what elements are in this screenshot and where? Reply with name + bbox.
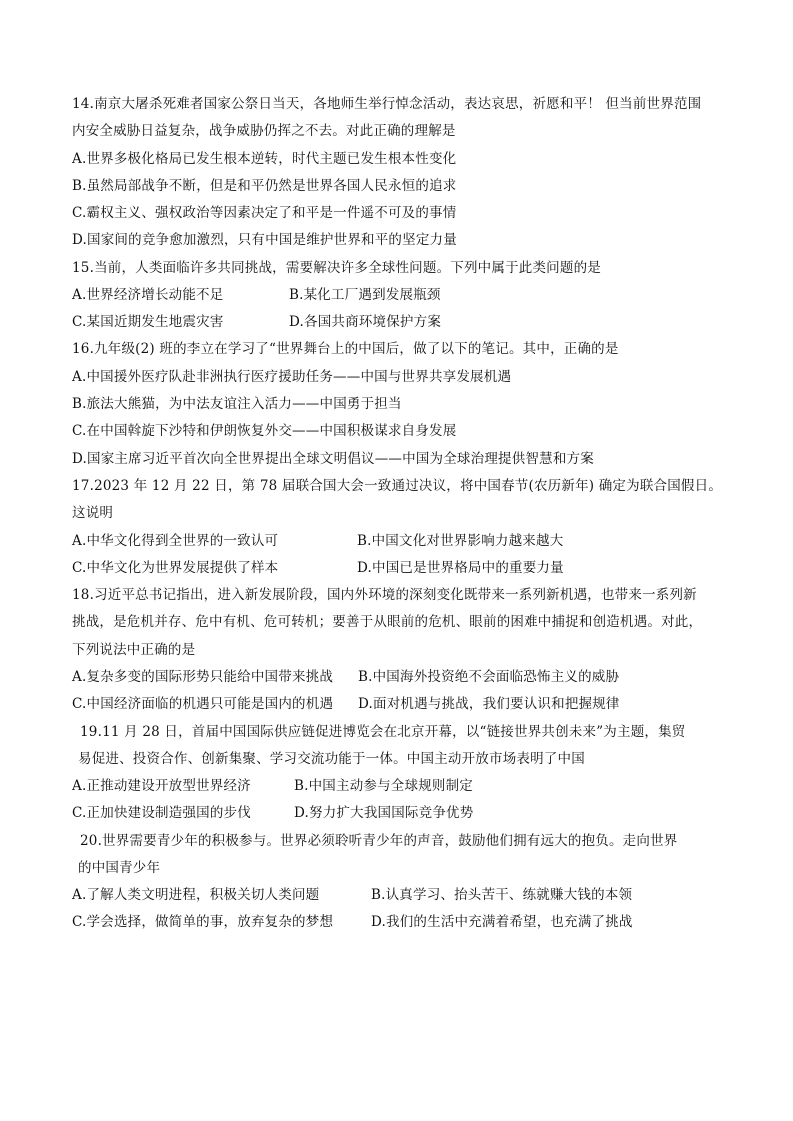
q18-option-b: B.中国海外投资绝不会面临恐怖主义的威胁 bbox=[358, 669, 620, 685]
q20-option-a: A.了解人类文明进程，积极关切人类问题 bbox=[72, 887, 320, 903]
q16-option-b: B.旅法大熊猫，为中法友谊注入活力——中国勇于担当 bbox=[72, 396, 402, 412]
q18-stem-line1: 18.习近平总书记指出，进入新发展阶段，国内外环境的深刻变化既带来一系列新机遇，也带来一系列新 bbox=[72, 587, 697, 603]
q14-option-c: C.霸权主义、强权政治等因素决定了和平是一件遥不可及的事情 bbox=[72, 205, 457, 221]
q14-stem-line1: 14.南京大屠杀死难者国家公祭日当天，各地师生举行悼念活动，表达哀思，祈愿和平！ 但当前世界范围 bbox=[72, 96, 702, 112]
q15-option-a: A.世界经济增长动能不足 bbox=[72, 287, 224, 303]
q17-stem-line1: 17.2023 年 12 月 22 日，第 78 届联合国大会一致通过决议，将中国春节(农历新年) 确定为联合国假日。 bbox=[72, 478, 723, 494]
q16-option-a: A.中国援外医疗队赴非洲执行医疗援助任务——中国与世界共享发展机遇 bbox=[72, 369, 512, 385]
q20-stem-line2: 的中国青少年 bbox=[78, 860, 161, 876]
q19-option-a: A.正推动建设开放型世界经济 bbox=[72, 778, 251, 794]
q16-option-c: C.在中国斡旋下沙特和伊朗恢复外交——中国积极谋求自身发展 bbox=[72, 423, 457, 439]
q14-option-a: A.世界多极化格局已发生根本逆转，时代主题已发生根本性变化 bbox=[72, 151, 457, 167]
q18-stem-line2: 挑战，是危机并存、危中有机、危可转机；要善于从眼前的危机、眼前的困难中捕捉和创造机遇。对此， bbox=[72, 614, 703, 630]
q19-stem-line1: 19.11 月 28 日，首届中国国际供应链促进博览会在北京开幕，以“链接世界共创未来”为主题，集贸 bbox=[80, 724, 686, 740]
q18-stem-line3: 下列说法中正确的是 bbox=[72, 642, 196, 658]
q16-option-d: D.国家主席习近平首次向全世界提出全球文明倡议——中国为全球治理提供智慧和方案 bbox=[72, 451, 594, 467]
q20-option-c: C.学会选择，做简单的事，放弃复杂的梦想 bbox=[72, 914, 334, 930]
q19-option-c: C.正加快建设制造强国的步伐 bbox=[72, 805, 251, 821]
q15-option-c: C.某国近期发生地震灾害 bbox=[72, 314, 224, 330]
q18-option-c: C.中国经济面临的机遇只可能是国内的机遇 bbox=[72, 696, 334, 712]
q17-stem-line2: 这说明 bbox=[72, 505, 114, 521]
q14-stem-line2: 内安全威胁日益复杂，战争威胁仍挥之不去。对此正确的理解是 bbox=[72, 123, 456, 139]
q15-option-d: D.各国共商环境保护方案 bbox=[289, 314, 442, 330]
q19-option-b: B.中国主动参与全球规则制定 bbox=[294, 778, 474, 794]
q18-option-a: A.复杂多变的国际形势只能给中国带来挑战 bbox=[72, 669, 334, 685]
q19-stem-line2: 易促进、投资合作、创新集聚、学习交流功能于一体。中国主动开放市场表明了中国 bbox=[78, 751, 585, 767]
q17-option-a: A.中华文化得到全世界的一致认可 bbox=[72, 533, 279, 549]
q17-option-d: D.中国已是世界格局中的重要力量 bbox=[357, 560, 564, 576]
q15-option-b: B.某化工厂遇到发展瓶颈 bbox=[289, 287, 441, 303]
q17-option-b: B.中国文化对世界影响力越来越大 bbox=[357, 533, 564, 549]
q16-stem-line1: 16.九年级(2) 班的李立在学习了“世界舞台上的中国后，做了以下的笔记。其中，正确的是 bbox=[72, 341, 619, 357]
q20-option-d: D.我们的生活中充满着希望，也充满了挑战 bbox=[371, 914, 633, 930]
q18-option-d: D.面对机遇与挑战，我们要认识和把握规律 bbox=[358, 696, 620, 712]
q20-option-b: B.认真学习、抬头苦干、练就赚大钱的本领 bbox=[371, 887, 633, 903]
q14-option-d: D.国家间的竞争愈加激烈，只有中国是维护世界和平的坚定力量 bbox=[72, 232, 457, 248]
q15-stem-line1: 15.当前，人类面临许多共同挑战，需要解决许多全球性问题。下列中属于此类问题的是 bbox=[72, 260, 601, 276]
q14-option-b: B.虽然局部战争不断，但是和平仍然是世界各国人民永恒的追求 bbox=[72, 178, 457, 194]
q19-option-d: D.努力扩大我国国际竞争优势 bbox=[294, 805, 474, 821]
q20-stem-line1: 20.世界需要青少年的积极参与。世界必须聆听青少年的声音，鼓励他们拥有远大的抱负。走向世界 bbox=[80, 833, 678, 849]
q17-option-c: C.中华文化为世界发展提供了样本 bbox=[72, 560, 279, 576]
